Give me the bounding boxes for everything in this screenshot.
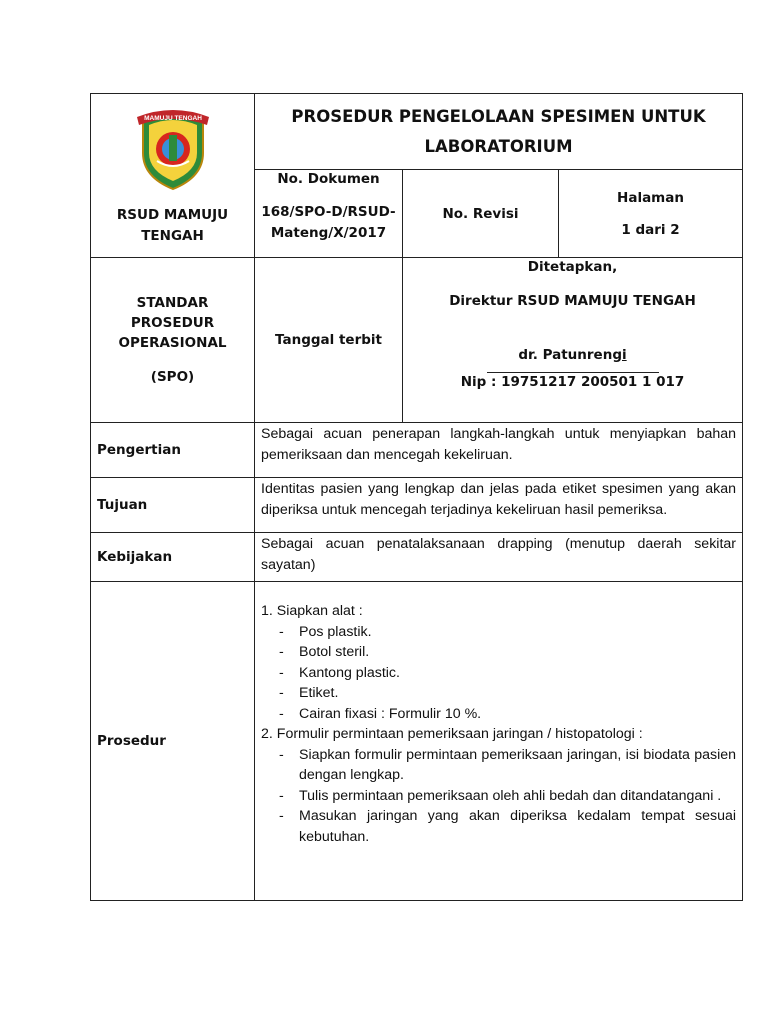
prosedur-content: [255, 582, 743, 901]
kebijakan-label: Kebijakan: [97, 549, 173, 565]
revision-cell: [403, 170, 559, 258]
kebijakan-label-cell: [91, 533, 255, 582]
hospital-name-line2: TENGAH: [141, 227, 204, 244]
page-value: 1 dari 2: [621, 221, 680, 238]
page-label: Halaman: [617, 189, 684, 206]
step-1-item: - Botol steril.: [279, 644, 370, 660]
hospital-cell: [91, 94, 255, 258]
spo-line2: PROSEDUR: [130, 315, 215, 331]
spo-line4: (SPO): [150, 369, 195, 385]
step-1-item: - Kantong plastic.: [279, 664, 400, 681]
step-1-item: - Etiket.: [279, 685, 339, 701]
step-2-item: - Masukan jaringan yang akan diperiksa kedalam tempat sesuai kebutuhan.: [279, 808, 737, 845]
issue-date-label: Tanggal terbit: [275, 332, 382, 348]
ditetapkan-label: Ditetapkan,: [527, 259, 618, 275]
pengertian-text: Sebagai acuan penerapan langkah-langkah untuk menyiapkan bahan pemeriksaan dan mencegah kekeliruan.: [255, 423, 743, 478]
spo-document: [90, 93, 742, 901]
title-cell: [255, 94, 743, 170]
director-title: Direktur RSUD MAMUJU TENGAH: [449, 293, 696, 309]
signer-name: dr. Patunrengi: [518, 347, 627, 363]
tujuan-text: Identitas pasien yang lengkap dan jelas pada etiket spesimen yang akan diperiksa untuk mencegah terjadinya kekeliruan hasil pemeriksa.: [255, 478, 743, 533]
kebijakan-text: Sebagai acuan penatalaksanaan drapping (menutup daerah sekitar sayatan): [255, 533, 743, 582]
doc-number-label: No. Dokumen: [277, 171, 380, 187]
step-2-item: - Siapkan formulir permintaan pemeriksaan jaringan, isi biodata pasien dengan lengkap.: [279, 746, 737, 783]
approval-cell: [403, 258, 743, 423]
prosedur-label: Prosedur: [97, 733, 166, 749]
pengertian-label: Pengertian: [97, 442, 181, 458]
spo-table: [90, 93, 743, 901]
revision-label: No. Revisi: [442, 205, 519, 222]
nip-number: Nip : 19751217 200501 1 017: [460, 374, 685, 390]
step-1-heading: 1. Siapkan alat :: [261, 603, 363, 619]
spo-line1: STANDAR: [136, 295, 209, 311]
spo-line3: OPERASIONAL: [118, 335, 227, 351]
step-1-item: - Pos plastik.: [279, 623, 372, 640]
hospital-name-line1: RSUD MAMUJU: [116, 206, 229, 223]
doc-number-cell: [255, 170, 403, 258]
tujuan-label: Tujuan: [97, 497, 148, 513]
step-1-item: - Cairan fixasi : Formulir 10 %.: [279, 705, 482, 722]
shield-emblem-icon: [133, 105, 213, 191]
pengertian-label-cell: [91, 423, 255, 478]
spo-cell: [91, 258, 255, 423]
document-title: PROSEDUR PENGELOLAAN SPESIMEN UNTUK LABORATORIUM: [291, 106, 706, 156]
prosedur-label-cell: [91, 582, 255, 901]
step-2-item: - Tulis permintaan pemeriksaan oleh ahli bedah dan ditandatangani .: [279, 787, 722, 804]
svg-text:MAMUJU TENGAH: MAMUJU TENGAH: [143, 114, 202, 122]
doc-number-value: 168/SPO-D/RSUD- Mateng/X/2017: [261, 204, 396, 241]
issue-date-cell: [255, 258, 403, 423]
step-2-heading: 2. Formulir permintaan pemeriksaan jaringan / histopatologi :: [261, 726, 643, 742]
page-cell: [559, 170, 743, 258]
tujuan-label-cell: [91, 478, 255, 533]
